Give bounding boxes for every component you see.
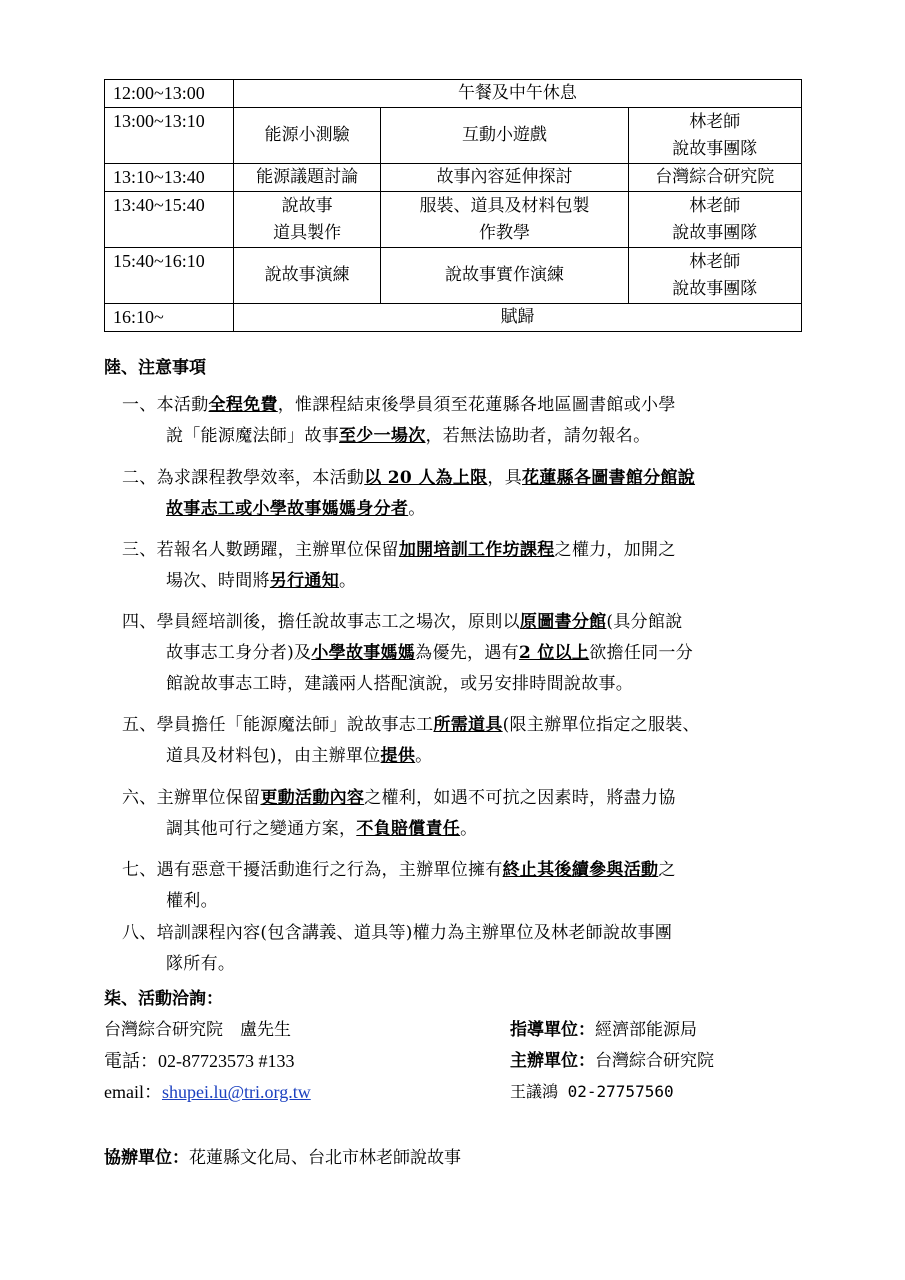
speaker-line: 林老師 [689,251,741,272]
note-text: 學員經培訓後，擔任說故事志工之場次，原則以 [156,612,520,632]
topic-cell: 能源小測驗 [233,108,381,164]
note-emphasis: 提供 [380,746,416,766]
table-row [105,192,802,248]
content-line: 作教學 [478,222,530,243]
note-text: 館說故事志工時，建議兩人搭配演說，或另安排時間說故事。 [166,674,634,694]
topic-line: 說故事 [281,195,333,216]
time-cell: 13:10~13:40 [105,164,234,192]
note-item [122,607,804,700]
merged-cell: 賦歸 [233,304,801,332]
note-item [122,390,804,452]
note-emphasis: 加開培訓工作坊課程 [398,540,555,560]
speaker-line: 林老師 [689,195,741,216]
time-cell: 12:00~13:00 [105,80,234,108]
content-line: 服裝、道具及材料包製 [419,195,590,216]
guide-unit [510,1018,697,1042]
table-row [105,304,802,332]
note-number: 四、 [122,612,157,632]
merged-cell: 午餐及中午休息 [233,80,801,108]
note-number: 六、 [122,788,157,808]
note-emphasis: 終止其後續參與活動 [502,860,659,880]
content-cell: 說故事實作演練 [381,248,628,304]
note-emphasis: 所需道具 [433,715,503,735]
host-unit [510,1049,714,1073]
email-label: email： [104,1082,162,1102]
speaker-line: 說故事團隊 [672,278,758,299]
note-emphasis: 故事志工或小學故事媽媽身分者 [166,499,409,519]
co-label: 協辦單位： [104,1148,189,1168]
note-text: 權利。 [166,891,218,911]
speaker-cell [628,192,801,248]
note-emphasis: 另行通知 [269,571,340,591]
section-heading-notes: 陸、注意事項 [104,358,206,378]
host-label: 主辦單位： [510,1051,595,1071]
co-value: 花蓮縣文化局、台北市林老師說故事 [189,1148,461,1168]
time-cell: 15:40~16:10 [105,248,234,304]
email-link[interactable]: shupei.lu@tri.org.tw [161,1082,311,1102]
note-number: 三、 [122,540,157,560]
note-item [122,783,804,845]
note-number: 一、 [122,395,157,415]
table-row [105,248,802,304]
note-text: 遇有惡意干擾活動進行之行為，主辦單位擁有 [156,860,503,880]
note-emphasis: 原圖書分館 [519,612,607,632]
co-organizer [104,1146,461,1170]
note-text: 為優先，遇有 [415,643,519,663]
note-text: 培訓課程內容(包含講義、道具等)權力為主辦單位及林老師說故事團 [156,923,673,943]
note-number: 五、 [122,715,157,735]
note-item [122,710,804,772]
section-heading-contact: 柒、活動洽詢： [104,989,223,1009]
note-text: ，具 [487,468,523,488]
note-text: 。 [460,819,478,839]
contact-second: 王議鴻 02-27757560 [510,1082,674,1101]
note-text: 隊所有。 [166,954,236,974]
speaker-cell: 台灣綜合研究院 [628,164,801,192]
note-text: 之權利，如遇不可抗之因素時，將盡力協 [364,788,676,808]
note-emphasis: 更動活動內容 [260,788,365,808]
note-emphasis: 至少一場次 [339,426,426,446]
note-text: 道具及材料包)，由主辦單位 [166,746,381,766]
table-row [105,108,802,164]
note-text: 場次、時間將 [166,571,270,591]
note-item [122,535,804,597]
speaker-line: 說故事團隊 [672,138,758,159]
speaker-line: 林老師 [689,111,741,132]
note-text: 欲擔任同一分 [589,643,694,663]
contact-phone: 電話：02-87723573 #133 [104,1051,295,1071]
note-number: 七、 [122,860,157,880]
contact-org: 台灣綜合研究院 盧先生 [104,1020,291,1040]
guide-label: 指導單位： [510,1020,595,1040]
note-text: 。 [408,499,426,519]
note-item [122,463,804,525]
note-text: 說「能源魔法師」故事 [166,426,339,446]
contact-email-row [104,1080,311,1104]
time-cell: 16:10~ [105,304,234,332]
speaker-cell [628,248,801,304]
time-cell: 13:00~13:10 [105,108,234,164]
note-item [122,918,804,980]
note-emphasis: 花蓮縣各圖書館分館說 [522,468,696,488]
note-text: 之權力，加開之 [554,540,676,560]
content-cell: 故事內容延伸探討 [381,164,628,192]
note-text: 之 [658,860,676,880]
topic-cell [233,192,381,248]
note-text: ，惟課程結束後學員須至花蓮縣各地區圖書館或小學 [277,395,676,415]
topic-cell: 能源議題討論 [233,164,381,192]
note-emphasis: 2 位以上 [518,643,590,663]
note-text: 主辦單位保留 [156,788,261,808]
speaker-cell [628,108,801,164]
note-text: 為求課程教學效率，本活動 [156,468,365,488]
note-text: 。 [339,571,357,591]
note-text: 學員擔任「能源魔法師」說故事志工 [156,715,434,735]
note-text: 本活動 [156,395,209,415]
note-emphasis: 不負賠償責任 [356,819,461,839]
speaker-line: 說故事團隊 [672,222,758,243]
content-cell: 互動小遊戲 [381,108,628,164]
note-item [122,855,804,917]
guide-value: 經濟部能源局 [595,1020,697,1040]
schedule-table [104,79,802,332]
note-emphasis: 以 20 人為上限 [364,468,488,488]
note-text: 調其他可行之變通方案， [166,819,357,839]
note-text: 若報名人數踴躍，主辦單位保留 [156,540,399,560]
table-row [105,80,802,108]
note-emphasis: 全程免費 [208,395,278,415]
table-row [105,164,802,192]
topic-cell: 說故事演練 [233,248,381,304]
note-text: 。 [415,746,433,766]
note-number: 二、 [122,468,157,488]
note-text: 故事志工身分者)及 [166,643,312,663]
host-value: 台灣綜合研究院 [595,1051,714,1071]
topic-line: 道具製作 [273,222,342,243]
content-cell [381,192,628,248]
note-text: (具分館說 [606,612,683,632]
note-text: ，若無法協助者，請勿報名。 [425,426,651,446]
time-cell: 13:40~15:40 [105,192,234,248]
note-number: 八、 [122,923,157,943]
note-text: (限主辦單位指定之服裝、 [502,715,700,735]
note-emphasis: 小學故事媽媽 [311,643,416,663]
